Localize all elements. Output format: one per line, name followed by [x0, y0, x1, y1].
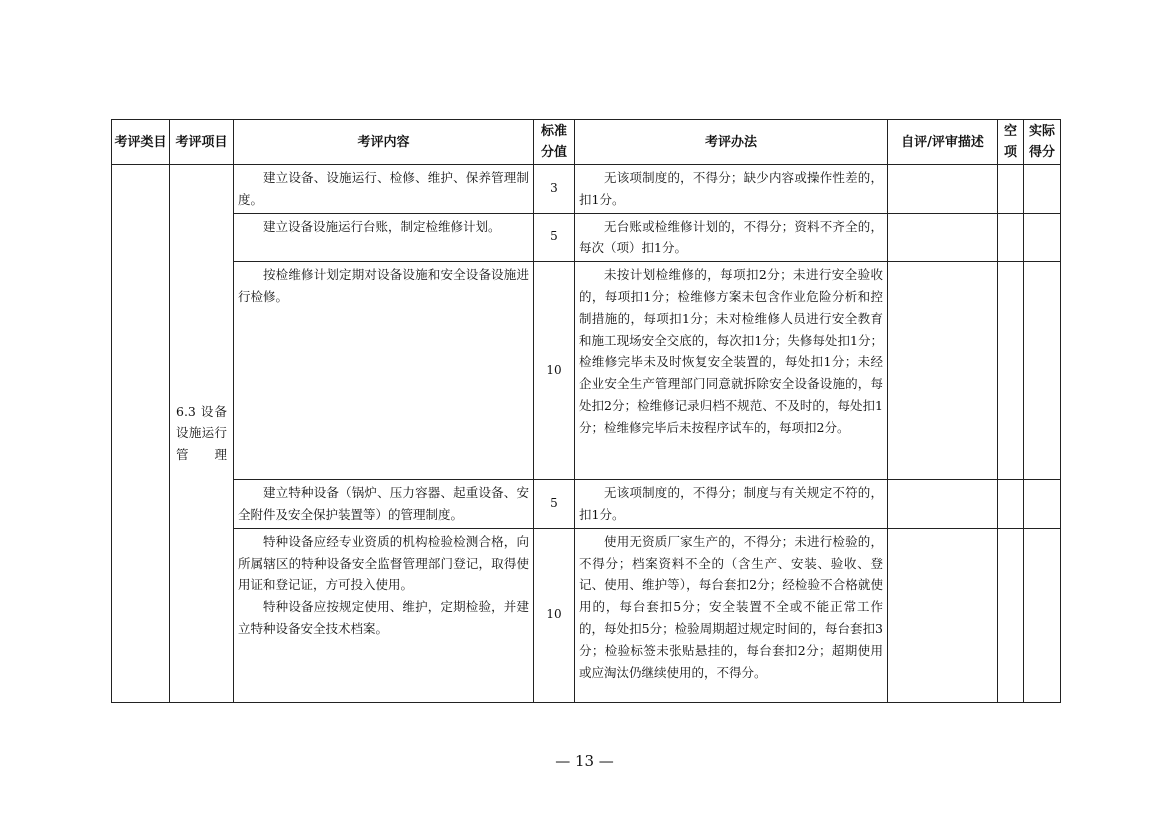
header-na: 空项	[998, 120, 1024, 165]
item-cell: 6.3 设备设施运行管理	[170, 165, 234, 703]
score-cell: 5	[534, 213, 575, 262]
na-cell[interactable]	[998, 480, 1024, 529]
header-item: 考评项目	[170, 120, 234, 165]
method-cell: 无该项制度的，不得分；制度与有关规定不符的，扣1分。	[575, 480, 888, 529]
table-row	[112, 528, 1061, 702]
actual-score-cell[interactable]	[1024, 480, 1061, 529]
header-self-eval: 自评/评审描述	[888, 120, 998, 165]
table-row	[112, 165, 1061, 214]
method-cell: 使用无资质厂家生产的，不得分；未进行检验的，不得分；档案资料不全的（含生产、安装、验收、登记、使用、维护等），每台套扣2分；经检验不合格就使用的，每台套扣5分；安全装置不全或不能正常工作的，每处扣5分；检验周期超过规定时间的，每台套扣3分；检验标签未张贴悬挂的，每台套扣2分；超期使用或应淘汰仍继续使用的，不得分。	[575, 528, 888, 702]
header-actual: 实际得分	[1024, 120, 1061, 165]
score-cell: 3	[534, 165, 575, 214]
category-cell	[112, 165, 170, 703]
score-cell: 10	[534, 262, 575, 480]
evaluation-table	[111, 119, 1061, 703]
self-eval-cell[interactable]	[888, 262, 998, 480]
actual-score-cell[interactable]	[1024, 528, 1061, 702]
na-cell[interactable]	[998, 528, 1024, 702]
content-cell: 建立设备、设施运行、检修、维护、保养管理制度。	[234, 165, 534, 214]
self-eval-cell[interactable]	[888, 165, 998, 214]
na-cell[interactable]	[998, 262, 1024, 480]
table-row	[112, 213, 1061, 262]
self-eval-cell[interactable]	[888, 480, 998, 529]
method-cell: 无台账或检维修计划的，不得分；资料不齐全的，每次（项）扣1分。	[575, 213, 888, 262]
header-content: 考评内容	[234, 120, 534, 165]
content-paragraph: 特种设备应经专业资质的机构检验检测合格，向所属辖区的特种设备安全监督管理部门登记，取得使用证和登记证，方可投入使用。	[238, 533, 529, 593]
content-cell: 按检维修计划定期对设备设施和安全设备设施进行检修。	[234, 262, 534, 480]
content-paragraph: 特种设备应按规定使用、维护，定期检验，并建立特种设备安全技术档案。	[238, 599, 529, 636]
table-row	[112, 480, 1061, 529]
header-row	[112, 120, 1061, 165]
content-cell: 建立特种设备（锅炉、压力容器、起重设备、安全附件及安全保护装置等）的管理制度。	[234, 480, 534, 529]
self-eval-cell[interactable]	[888, 213, 998, 262]
content-cell	[234, 528, 534, 702]
na-cell[interactable]	[998, 213, 1024, 262]
header-score: 标准分值	[534, 120, 575, 165]
method-cell: 无该项制度的，不得分；缺少内容或操作性差的，扣1分。	[575, 165, 888, 214]
actual-score-cell[interactable]	[1024, 165, 1061, 214]
self-eval-cell[interactable]	[888, 528, 998, 702]
na-cell[interactable]	[998, 165, 1024, 214]
header-category: 考评类目	[112, 120, 170, 165]
page-number: — 13 —	[555, 752, 614, 770]
table-row	[112, 262, 1061, 480]
method-cell: 未按计划检维修的，每项扣2分；未进行安全验收的，每项扣1分；检维修方案未包含作业危险分析和控制措施的，每项扣1分；未对检维修人员进行安全教育和施工现场安全交底的，每次扣1分；失修每处扣1分；检维修完毕未及时恢复安全装置的，每处扣1分；未经企业安全生产管理部门同意就拆除安全设备设施的，每处扣2分；检维修记录归档不规范、不及时的，每处扣1分；检维修完毕后未按程序试车的，每项扣2分。	[575, 262, 888, 480]
score-cell: 10	[534, 528, 575, 702]
score-cell: 5	[534, 480, 575, 529]
content-cell: 建立设备设施运行台账，制定检维修计划。	[234, 213, 534, 262]
header-method: 考评办法	[575, 120, 888, 165]
actual-score-cell[interactable]	[1024, 262, 1061, 480]
actual-score-cell[interactable]	[1024, 213, 1061, 262]
